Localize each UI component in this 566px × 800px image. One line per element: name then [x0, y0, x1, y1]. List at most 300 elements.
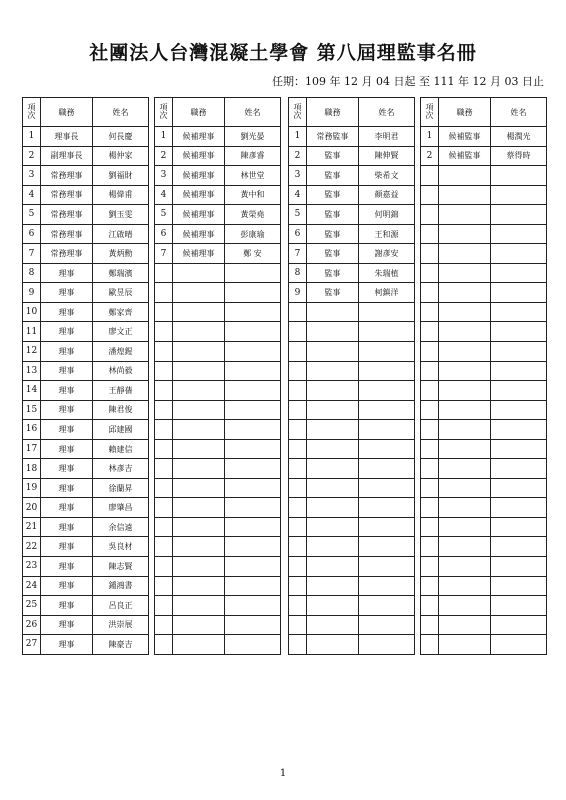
cell-role: 理事 — [41, 615, 93, 635]
cell-num — [289, 537, 307, 557]
cell-name — [225, 576, 281, 596]
cell-num — [421, 381, 439, 401]
cell-num: 23 — [23, 557, 41, 577]
cell-num: 17 — [23, 439, 41, 459]
cell-name: 歐昱辰 — [93, 283, 149, 303]
cell-num — [155, 283, 173, 303]
table-row — [23, 166, 149, 186]
cell-name — [491, 635, 547, 655]
cell-role: 理事 — [41, 576, 93, 596]
cell-num: 2 — [421, 146, 439, 166]
table-row — [289, 361, 415, 381]
cell-num: 18 — [23, 459, 41, 479]
table-row — [23, 146, 149, 166]
cell-name — [491, 381, 547, 401]
cell-name: 朱瑞植 — [359, 263, 415, 283]
cell-name: 顏嘉益 — [359, 185, 415, 205]
table-row — [23, 342, 149, 362]
cell-name: 謝彥安 — [359, 244, 415, 264]
cell-name — [491, 517, 547, 537]
cell-role: 候補理事 — [173, 244, 225, 264]
cell-num — [289, 557, 307, 577]
cell-role — [173, 302, 225, 322]
cell-role — [439, 537, 491, 557]
cell-num — [421, 478, 439, 498]
cell-name — [225, 517, 281, 537]
table-row — [23, 576, 149, 596]
cell-name: 王和源 — [359, 224, 415, 244]
cell-num: 25 — [23, 596, 41, 616]
cell-role — [439, 283, 491, 303]
cell-num: 3 — [289, 166, 307, 186]
table-row — [23, 127, 149, 147]
table-row — [421, 576, 547, 596]
table-row — [155, 576, 281, 596]
table-row — [289, 537, 415, 557]
table-row — [23, 498, 149, 518]
table-row — [23, 283, 149, 303]
table-row — [421, 381, 547, 401]
cell-role: 理事 — [41, 400, 93, 420]
cell-num — [421, 576, 439, 596]
header-role: 職務 — [439, 98, 491, 127]
cell-role — [307, 478, 359, 498]
header-num: 項 次 — [289, 98, 307, 127]
cell-num: 20 — [23, 498, 41, 518]
cell-num: 2 — [23, 146, 41, 166]
cell-role: 理事 — [41, 517, 93, 537]
table-row — [421, 557, 547, 577]
cell-num — [155, 420, 173, 440]
table-row — [421, 517, 547, 537]
cell-num — [289, 498, 307, 518]
cell-num: 4 — [23, 185, 41, 205]
table-row — [421, 166, 547, 186]
table-row — [289, 576, 415, 596]
table-row — [23, 205, 149, 225]
cell-name — [225, 557, 281, 577]
header-num: 項 次 — [155, 98, 173, 127]
cell-role — [307, 557, 359, 577]
cell-num: 7 — [155, 244, 173, 264]
cell-name — [491, 439, 547, 459]
cell-name — [359, 517, 415, 537]
cell-role — [173, 596, 225, 616]
cell-role — [307, 459, 359, 479]
cell-role — [173, 283, 225, 303]
table-row — [421, 361, 547, 381]
header-num: 項 次 — [23, 98, 41, 127]
cell-name — [359, 576, 415, 596]
cell-name — [359, 498, 415, 518]
table-row — [421, 478, 547, 498]
cell-role — [439, 596, 491, 616]
table-row — [155, 342, 281, 362]
cell-num: 2 — [289, 146, 307, 166]
cell-num — [289, 400, 307, 420]
table-row — [23, 557, 149, 577]
cell-name — [225, 381, 281, 401]
table-row — [421, 439, 547, 459]
cell-num — [155, 635, 173, 655]
cell-name — [225, 439, 281, 459]
table-row — [289, 302, 415, 322]
cell-role — [439, 420, 491, 440]
cell-num: 3 — [23, 166, 41, 186]
cell-role — [173, 517, 225, 537]
cell-num: 14 — [23, 381, 41, 401]
table-header-row — [289, 98, 415, 127]
cell-num — [155, 400, 173, 420]
table-row — [421, 459, 547, 479]
table-header-row — [23, 98, 149, 127]
cell-num — [421, 361, 439, 381]
table-row — [289, 635, 415, 655]
table-row — [289, 615, 415, 635]
cell-num — [421, 166, 439, 186]
cell-role — [173, 439, 225, 459]
cell-num — [289, 478, 307, 498]
table-row — [23, 381, 149, 401]
cell-num — [289, 635, 307, 655]
cell-role: 理事 — [41, 322, 93, 342]
table-row — [421, 596, 547, 616]
cell-name — [491, 263, 547, 283]
cell-role: 理事 — [41, 381, 93, 401]
cell-name: 王靜蒨 — [93, 381, 149, 401]
cell-name — [359, 322, 415, 342]
cell-num — [421, 557, 439, 577]
cell-role: 理事 — [41, 557, 93, 577]
cell-name: 蔡得時 — [491, 146, 547, 166]
table-row — [289, 381, 415, 401]
cell-role: 理事 — [41, 635, 93, 655]
cell-name: 柴希文 — [359, 166, 415, 186]
table-row — [155, 185, 281, 205]
cell-role: 候補監事 — [439, 146, 491, 166]
cell-name: 余信遠 — [93, 517, 149, 537]
cell-role — [307, 400, 359, 420]
cell-num: 6 — [23, 224, 41, 244]
cell-role — [439, 400, 491, 420]
table-row — [289, 459, 415, 479]
cell-role — [173, 420, 225, 440]
cell-num: 22 — [23, 537, 41, 557]
cell-name — [491, 615, 547, 635]
cell-num — [155, 459, 173, 479]
cell-name — [491, 283, 547, 303]
cell-name — [491, 361, 547, 381]
cell-role — [439, 517, 491, 537]
cell-role — [307, 420, 359, 440]
table-row — [23, 224, 149, 244]
document-title: 社團法人台灣混凝土學會 第八屆理監事名冊 — [89, 42, 477, 64]
cell-role — [173, 557, 225, 577]
cell-role: 候補理事 — [173, 127, 225, 147]
table-row — [289, 557, 415, 577]
cell-role: 候補理事 — [173, 166, 225, 186]
cell-name: 李明君 — [359, 127, 415, 147]
page-number: 1 — [279, 768, 287, 779]
cell-name: 陳志賢 — [93, 557, 149, 577]
table-row — [421, 146, 547, 166]
cell-role: 常務理事 — [41, 166, 93, 186]
cell-name: 潘煌鍟 — [93, 342, 149, 362]
cell-num — [155, 302, 173, 322]
cell-name: 何長慶 — [93, 127, 149, 147]
cell-name: 楊仲家 — [93, 146, 149, 166]
cell-name: 廖肇昌 — [93, 498, 149, 518]
cell-num — [155, 517, 173, 537]
cell-num: 24 — [23, 576, 41, 596]
cell-num: 16 — [23, 420, 41, 440]
cell-name: 何明錦 — [359, 205, 415, 225]
cell-name — [491, 342, 547, 362]
cell-role — [439, 381, 491, 401]
header-role: 職務 — [173, 98, 225, 127]
cell-role: 候補理事 — [173, 205, 225, 225]
table-row — [23, 537, 149, 557]
table-row — [23, 185, 149, 205]
cell-role — [173, 459, 225, 479]
cell-name — [225, 615, 281, 635]
cell-num — [155, 615, 173, 635]
cell-name: 林彥吉 — [93, 459, 149, 479]
roster-table-4 — [420, 97, 547, 655]
cell-name — [491, 244, 547, 264]
table-row — [289, 224, 415, 244]
cell-name — [225, 302, 281, 322]
cell-name — [491, 596, 547, 616]
cell-role — [173, 537, 225, 557]
cell-role — [439, 615, 491, 635]
cell-role: 常務理事 — [41, 244, 93, 264]
cell-name: 陳彥睿 — [225, 146, 281, 166]
table-row — [23, 322, 149, 342]
cell-name: 邱建國 — [93, 420, 149, 440]
cell-num: 1 — [421, 127, 439, 147]
cell-name — [491, 537, 547, 557]
cell-role — [307, 635, 359, 655]
cell-num — [289, 361, 307, 381]
cell-role: 理事 — [41, 283, 93, 303]
table-row — [421, 127, 547, 147]
cell-num — [421, 205, 439, 225]
cell-name — [491, 302, 547, 322]
table-row — [289, 263, 415, 283]
table-row — [421, 635, 547, 655]
cell-role: 理事 — [41, 361, 93, 381]
cell-num — [421, 263, 439, 283]
cell-num — [289, 517, 307, 537]
cell-role: 監事 — [307, 205, 359, 225]
cell-name — [359, 302, 415, 322]
cell-role: 理事 — [41, 498, 93, 518]
table-row — [155, 596, 281, 616]
cell-role: 理事 — [41, 263, 93, 283]
cell-name: 陳伸賢 — [359, 146, 415, 166]
table-row — [421, 205, 547, 225]
table-row — [155, 381, 281, 401]
cell-name: 林世堂 — [225, 166, 281, 186]
table-row — [421, 420, 547, 440]
cell-role: 理事 — [41, 439, 93, 459]
cell-role: 監事 — [307, 146, 359, 166]
cell-role — [439, 478, 491, 498]
header-role: 職務 — [307, 98, 359, 127]
table-row — [23, 439, 149, 459]
cell-role — [307, 537, 359, 557]
cell-num — [155, 263, 173, 283]
cell-role — [307, 576, 359, 596]
table-row — [155, 302, 281, 322]
cell-num — [421, 185, 439, 205]
cell-name — [359, 615, 415, 635]
cell-name — [359, 478, 415, 498]
table-row — [421, 283, 547, 303]
cell-role — [173, 400, 225, 420]
cell-num — [155, 361, 173, 381]
table-row — [421, 322, 547, 342]
cell-name: 劉光晏 — [225, 127, 281, 147]
table-row — [421, 498, 547, 518]
cell-role — [439, 498, 491, 518]
cell-num: 7 — [23, 244, 41, 264]
table-row — [155, 615, 281, 635]
cell-role — [307, 302, 359, 322]
cell-role: 候補監事 — [439, 127, 491, 147]
cell-name — [225, 459, 281, 479]
cell-num — [155, 322, 173, 342]
table-row — [289, 478, 415, 498]
cell-num — [289, 459, 307, 479]
cell-name — [225, 478, 281, 498]
cell-num: 4 — [289, 185, 307, 205]
table-row — [23, 517, 149, 537]
cell-num: 6 — [155, 224, 173, 244]
cell-role: 候補理事 — [173, 146, 225, 166]
cell-num: 1 — [23, 127, 41, 147]
cell-role: 監事 — [307, 166, 359, 186]
cell-name: 鍾鴻書 — [93, 576, 149, 596]
cell-num: 9 — [23, 283, 41, 303]
table-row — [421, 400, 547, 420]
cell-name: 陳君俊 — [93, 400, 149, 420]
cell-role — [307, 615, 359, 635]
cell-num: 9 — [289, 283, 307, 303]
cell-num: 1 — [289, 127, 307, 147]
table-row — [289, 127, 415, 147]
cell-name — [359, 342, 415, 362]
cell-name: 黃榮堯 — [225, 205, 281, 225]
cell-role — [439, 342, 491, 362]
table-row — [155, 517, 281, 537]
cell-role — [439, 244, 491, 264]
cell-name — [359, 557, 415, 577]
cell-role: 常務理事 — [41, 224, 93, 244]
table-row — [155, 557, 281, 577]
cell-role: 理事長 — [41, 127, 93, 147]
table-row — [155, 166, 281, 186]
cell-num — [421, 244, 439, 264]
cell-name: 黃炳勳 — [93, 244, 149, 264]
cell-name: 彭康瑜 — [225, 224, 281, 244]
cell-name: 楊偉甫 — [93, 185, 149, 205]
cell-num: 27 — [23, 635, 41, 655]
roster-table-1 — [22, 97, 149, 655]
cell-num: 1 — [155, 127, 173, 147]
cell-name — [359, 635, 415, 655]
table-row — [289, 517, 415, 537]
cell-role — [307, 322, 359, 342]
cell-role — [173, 635, 225, 655]
table-row — [155, 498, 281, 518]
cell-num — [289, 596, 307, 616]
table-header-row — [421, 98, 547, 127]
cell-role — [307, 439, 359, 459]
cell-num — [421, 342, 439, 362]
term-period: 任期：109 年 12 月 04 日起 至 111 年 12 月 03 日止 — [272, 75, 544, 88]
cell-role: 監事 — [307, 283, 359, 303]
roster-table-2 — [154, 97, 281, 655]
cell-num — [421, 459, 439, 479]
cell-num — [421, 302, 439, 322]
cell-role: 理事 — [41, 596, 93, 616]
table-row — [23, 361, 149, 381]
cell-num — [289, 342, 307, 362]
table-row — [155, 537, 281, 557]
cell-role — [439, 263, 491, 283]
cell-name — [225, 400, 281, 420]
cell-name: 徐蘭昇 — [93, 478, 149, 498]
cell-name — [225, 635, 281, 655]
cell-num — [155, 596, 173, 616]
cell-num — [155, 342, 173, 362]
table-row — [155, 439, 281, 459]
cell-name — [491, 185, 547, 205]
cell-role: 候補理事 — [173, 224, 225, 244]
cell-num — [155, 478, 173, 498]
cell-name — [225, 342, 281, 362]
cell-role — [439, 185, 491, 205]
cell-name — [359, 439, 415, 459]
cell-role — [439, 224, 491, 244]
table-row — [289, 322, 415, 342]
cell-role — [439, 361, 491, 381]
cell-role: 理事 — [41, 420, 93, 440]
table-row — [155, 420, 281, 440]
table-row — [23, 459, 149, 479]
cell-num — [421, 517, 439, 537]
table-row — [289, 498, 415, 518]
cell-num — [289, 439, 307, 459]
cell-role: 理事 — [41, 478, 93, 498]
cell-role: 監事 — [307, 263, 359, 283]
cell-name — [491, 459, 547, 479]
cell-role: 常務理事 — [41, 185, 93, 205]
cell-name — [359, 400, 415, 420]
cell-role — [439, 205, 491, 225]
table-row — [155, 322, 281, 342]
cell-role: 理事 — [41, 537, 93, 557]
cell-role — [173, 322, 225, 342]
table-row — [23, 263, 149, 283]
cell-num — [155, 439, 173, 459]
cell-num: 5 — [23, 205, 41, 225]
table-row — [155, 361, 281, 381]
cell-num: 13 — [23, 361, 41, 381]
cell-role: 常務理事 — [41, 205, 93, 225]
